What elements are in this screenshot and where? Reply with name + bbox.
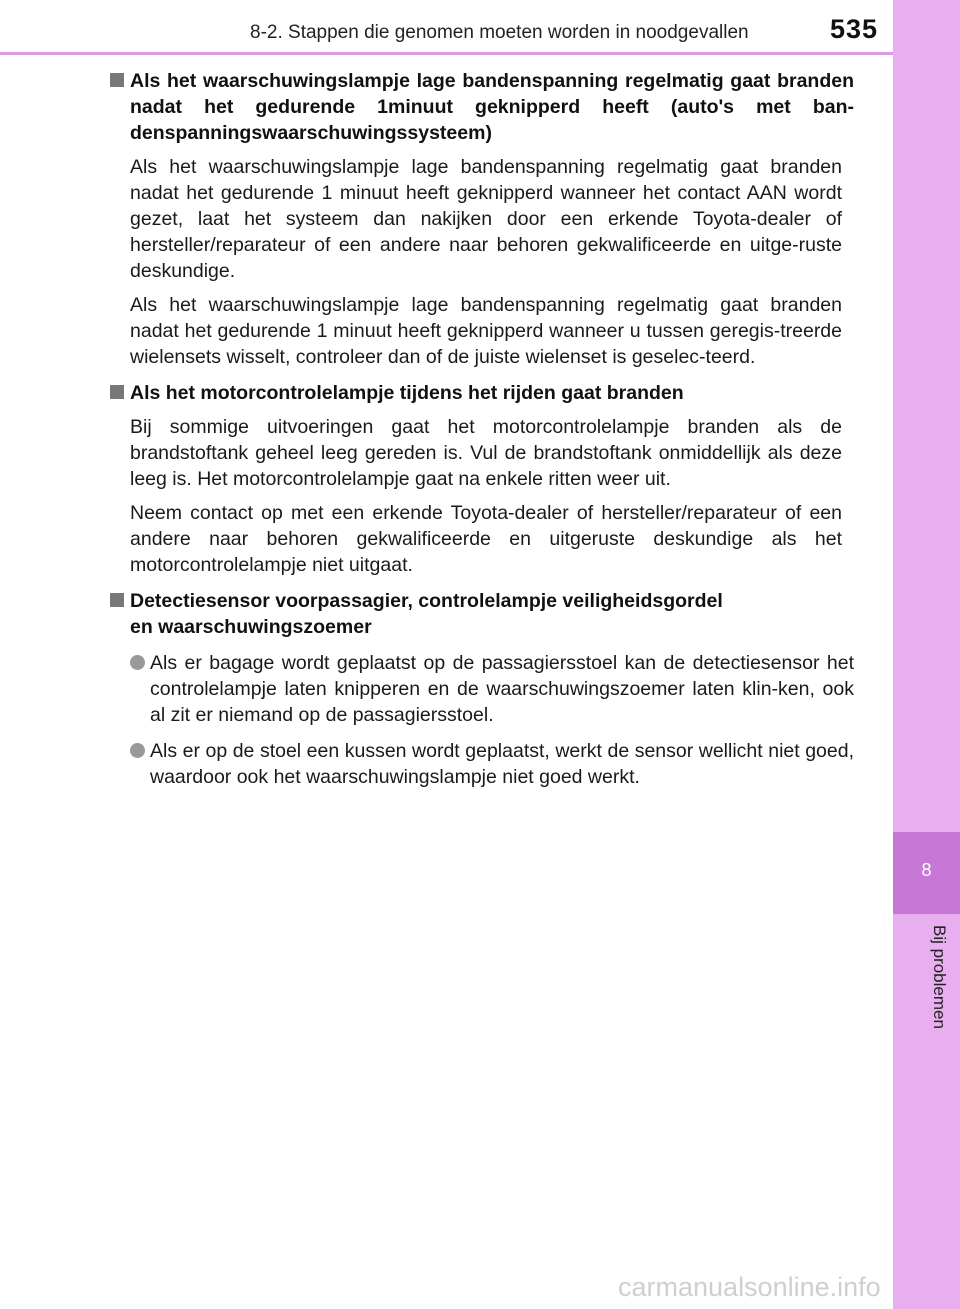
- section-heading: Als het motorcontrolelampje tijdens het rijden gaat branden: [130, 382, 684, 404]
- square-bullet-icon: [110, 593, 124, 607]
- section-heading-line: en waarschuwingszoemer: [130, 616, 372, 638]
- list-item: [130, 738, 854, 790]
- body-paragraph: Als het waarschuwingslampje lage bandenspanning regelmatig gaat branden nadat het gedurende 1 minuut heeft geknipperd wanneer u tussen geregis-treerde wielensets wisselt, controleer dan of de juiste wielenset is geselec-teerd.: [130, 294, 842, 368]
- body-paragraph: Als het waarschuwingslampje lage bandenspanning regelmatig gaat branden nadat het gedurende 1 minuut heeft geknipperd wanneer het contact AAN wordt gezet, laat het systeem dan nakijken door een erkende Toyota-dealer of hersteller/reparateur of een andere naar behoren gekwalificeerde en uitge-ruste deskundige.: [130, 156, 842, 282]
- body-paragraph: Neem contact op met een erkende Toyota-dealer of hersteller/reparateur of een andere naar behoren gekwalificeerde en uitgeruste deskundige als het motorcontrolelampje niet uitgaat.: [130, 502, 842, 576]
- circle-bullet-icon: [130, 655, 145, 670]
- body-paragraph: Bij sommige uitvoeringen gaat het motorcontrolelampje branden als de brandstoftank geheel leeg gereden is. Vul de brandstoftank onmiddellijk als deze leeg is. Het motorcontrolelampje gaat na enkele ritten weer uit.: [130, 416, 842, 490]
- header-rule: [0, 52, 893, 55]
- chapter-label: Bij problemen: [930, 925, 949, 1029]
- page-content: [110, 68, 854, 800]
- section-engine-warning: [110, 380, 854, 578]
- section-passenger-sensor: [110, 588, 854, 790]
- watermark: carmanualsonline.info: [618, 1272, 881, 1302]
- list-item-text: Als er bagage wordt geplaatst op de passagiersstoel kan de detectiesensor het controlelampje laten knipperen en de waarschuwingszoemer laten klin-ken, ook al zit er niemand op de passagiersstoel.: [150, 652, 854, 726]
- section-heading: [130, 588, 854, 640]
- chapter-number: 8: [921, 860, 932, 880]
- square-bullet-icon: [110, 385, 124, 399]
- section-tire-pressure-warning: [110, 68, 854, 370]
- chapter-side-bar: [893, 0, 960, 1309]
- list-item-text: Als er op de stoel een kussen wordt geplaatst, werkt de sensor wellicht niet goed, waardoor ook het waarschuwingslampje niet goed werkt.: [150, 740, 854, 788]
- circle-bullet-icon: [130, 743, 145, 758]
- square-bullet-icon: [110, 73, 124, 87]
- section-heading: Als het waarschuwingslampje lage bandenspanning regelmatig gaat branden nadat het gedurende 1minuut geknipperd heeft (auto's met ban-denspanningswaarschuwingssysteem): [130, 70, 854, 144]
- section-heading-line: Detectiesensor voorpassagier, controlelampje veiligheidsgordel: [130, 590, 723, 612]
- list-item: [130, 650, 854, 728]
- running-header: 8-2. Stappen die genomen moeten worden in noodgevallen: [250, 22, 749, 43]
- page-number: 535: [830, 14, 879, 44]
